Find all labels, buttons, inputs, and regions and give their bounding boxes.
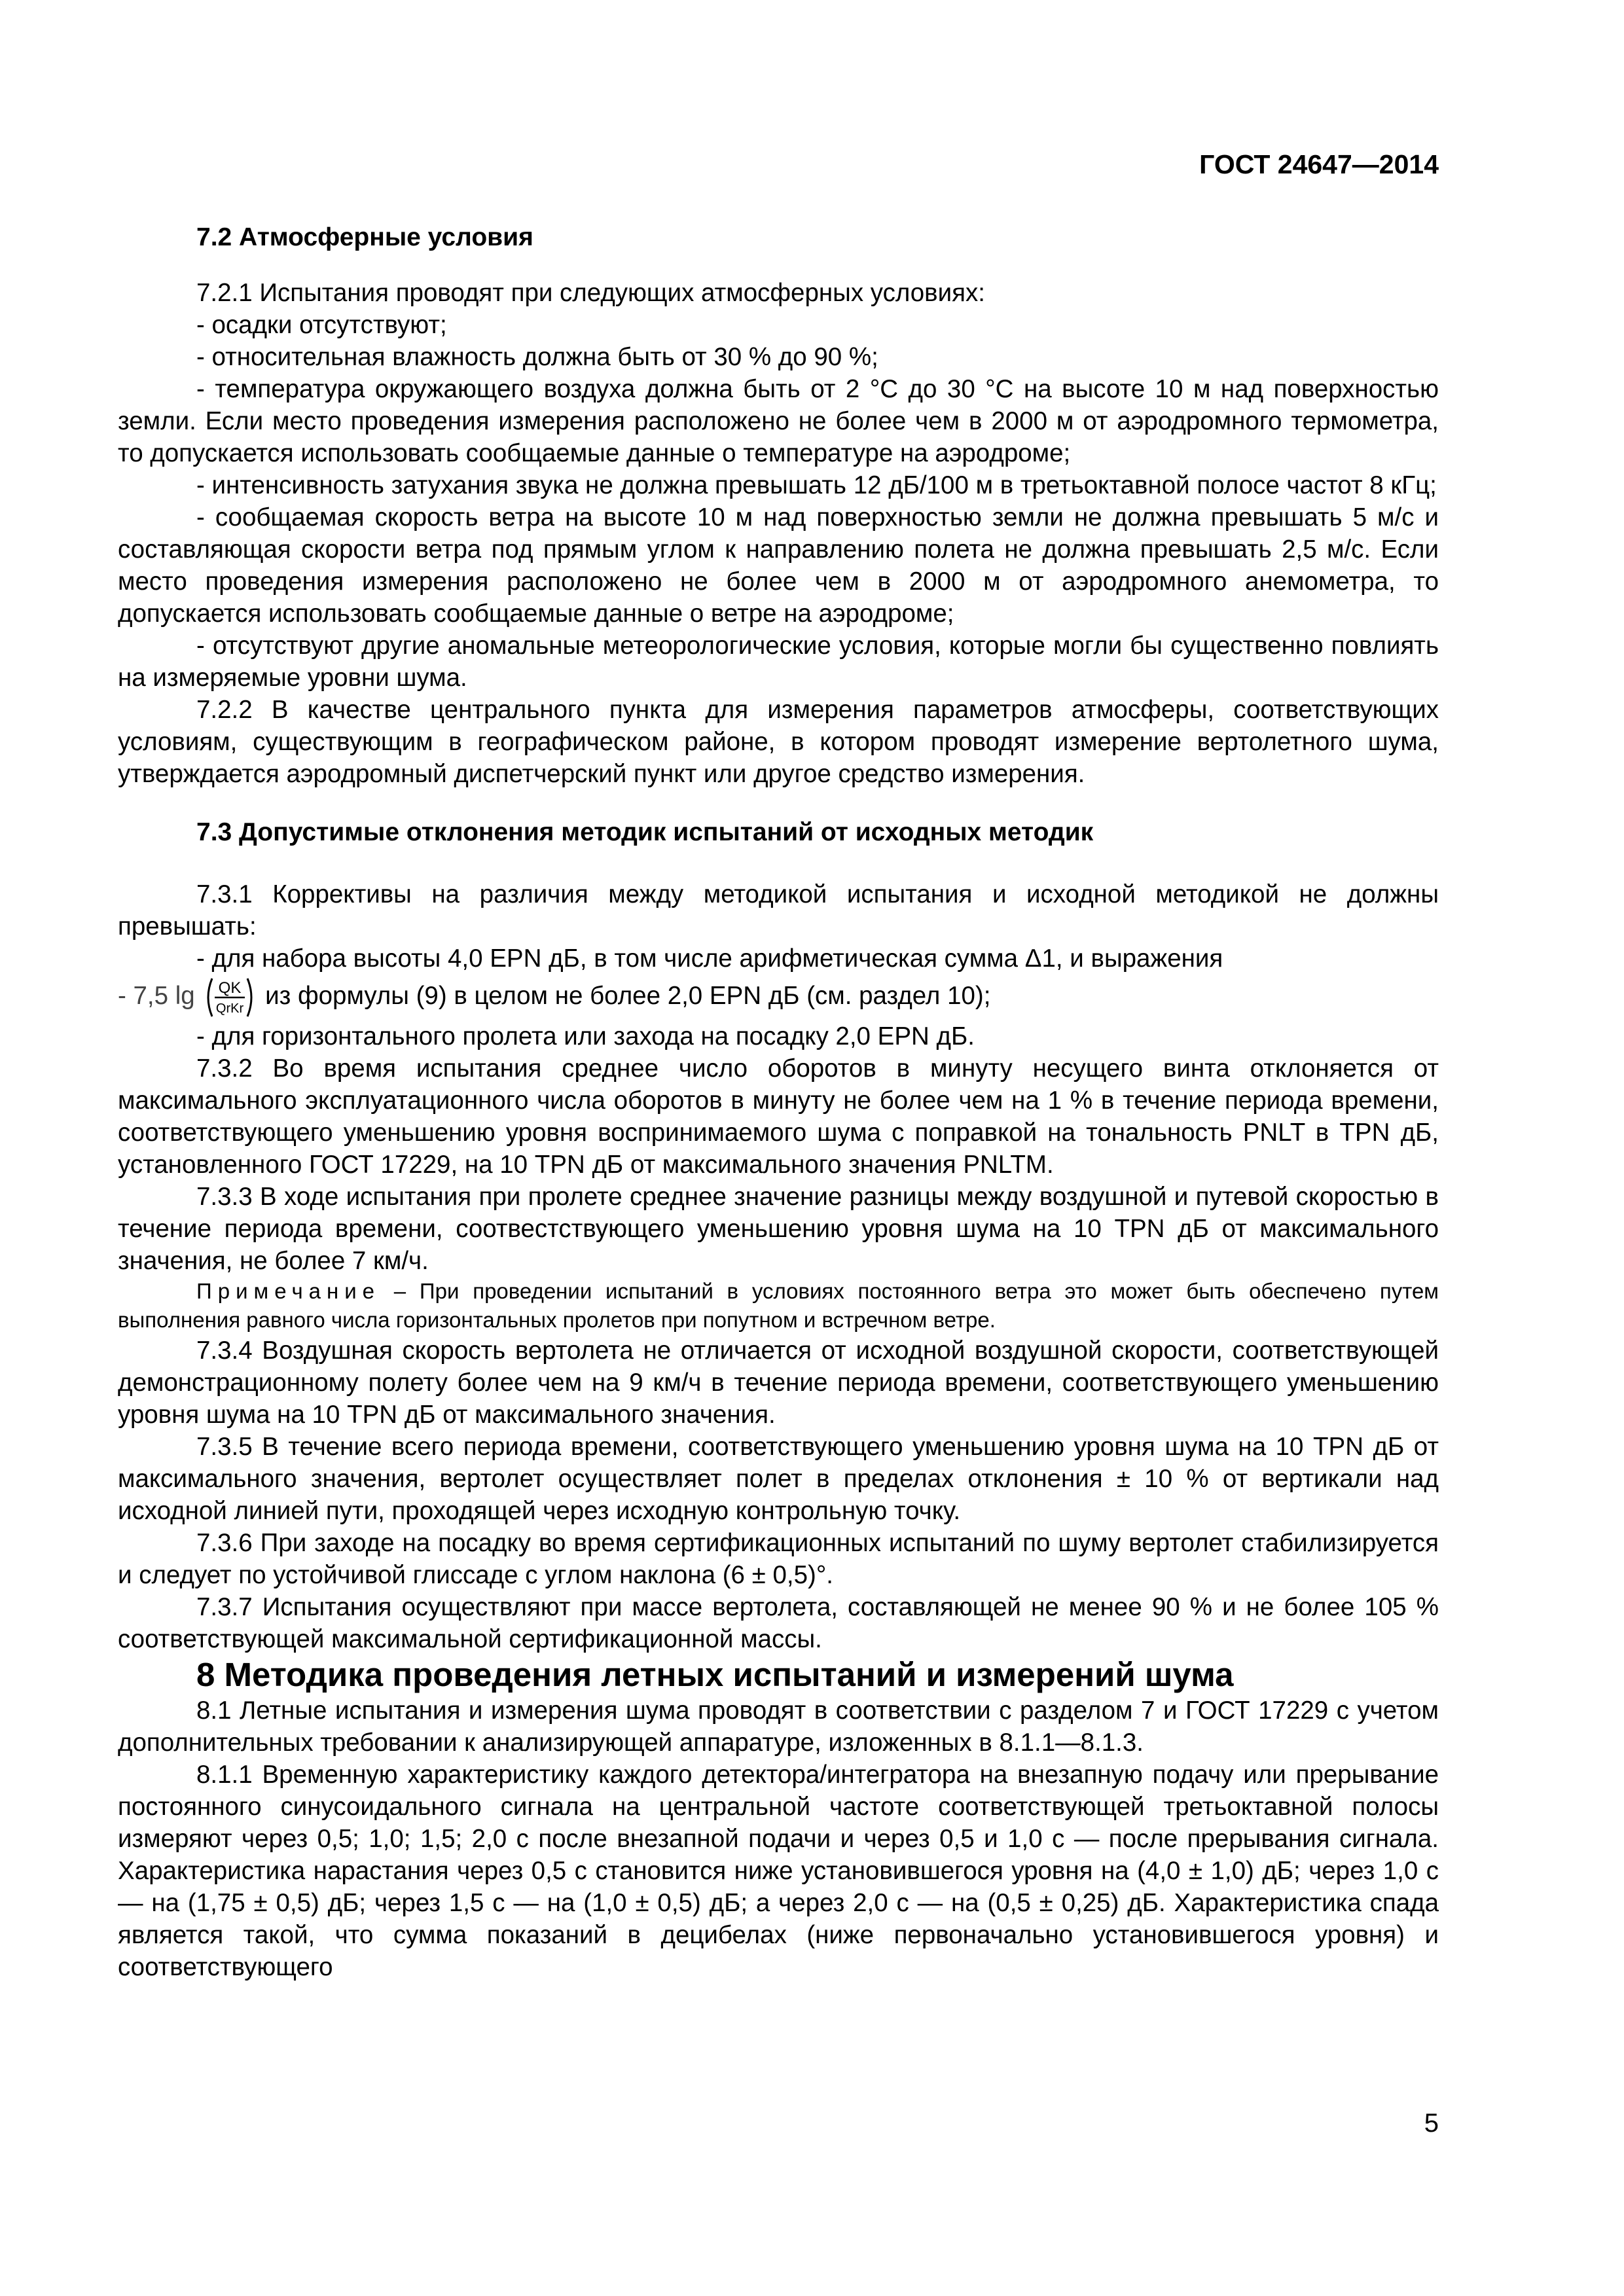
formula-denominator: QrKr (216, 1001, 244, 1016)
formula-numerator: QK (219, 979, 242, 997)
paragraph-7-3-6: 7.3.6 При заходе на посадку во время сертификационных испытаний по шуму вертолет стабилизируется и следует по устойчивой глиссаде с углом наклона (6 ± 0,5)°. (118, 1529, 1439, 1589)
paragraph-7-3-3: 7.3.3 В ходе испытания при пролете среднее значение разницы между воздушной и путевой скоростью в течение периода времени, соотвестствующего уменьшению уровня шума на 10 TPN дБ от максимального значения, не более 7 км/ч. (118, 1183, 1439, 1275)
formula-prefix: - 7,5 lg (118, 982, 195, 1011)
paragraph-7-3-5: 7.3.5 В течение всего периода времени, соответствующего уменьшению уровня шума на 10 TPN дБ от максимального значения, вертолет осуществляет полет в пределах отклонения ± 10 % от вертикали над исходной линией пути, проходящей через исходную контрольную точку. (118, 1433, 1439, 1525)
formula-line (118, 975, 1439, 1020)
list-item: - относительная влажность должна быть от 30 % до 90 %; (196, 343, 878, 371)
list-item: - для набора высоты 4,0 EPN дБ, в том числе арифметическая сумма Δ1, и выражения (196, 944, 1223, 973)
list-item: - осадки отсутствуют; (196, 311, 447, 339)
section-heading-8: 8 Методика проведения летных испытаний и измерений шума (196, 1656, 1234, 1693)
paragraph-7-3-7: 7.3.7 Испытания осуществляют при массе вертолета, составляющей не менее 90 % и не более 105 % соответствующей максимальной сертификационной массы. (118, 1593, 1439, 1653)
page-number: 5 (1424, 2109, 1439, 2138)
paragraph-8-1-1: 8.1.1 Временную характеристику каждого детектора/интегратора на внезапную подачу или прерывание постоянного синусоидального сигнала на центральной частоте соответствующей третьоктавной полосы измеряют через 0,5; 1,0; 1,5; 2,0 с после внезапной подачи и через 0,5 и 1,0 с — после прерывания сигнала. Характеристика нарастания через 0,5 с становится ниже установившегося уровня на (4,0 ± 1,0) дБ; через 1,0 с — на (1,75 ± 0,5) дБ; через 1,5 с — на (1,0 ± 0,5) дБ; а через 2,0 с — на (0,5 ± 0,25) дБ. Характеристика спада является такой, что сумма показаний в децибелах (ниже первоначально установившегося уровня) и соответствующего (118, 1761, 1439, 1981)
paragraph-7-3-4: 7.3.4 Воздушная скорость вертолета не отличается от исходной воздушной скорости, соответствующей демонстрационному полету более чем на 9 км/ч в течение периода времени, соответствующего уменьшению уровня шума на 10 TPN дБ от максимального значения. (118, 1336, 1439, 1429)
paragraph-7-2-1: 7.2.1 Испытания проводят при следующих атмосферных условиях: (196, 279, 985, 307)
list-item: - отсутствуют другие аномальные метеорологические условия, которые могли бы существенно повлиять на измеряемые уровни шума. (118, 632, 1439, 692)
paragraph-7-3-1: 7.3.1 Коррективы на различия между методикой испытания и исходной методикой не должны превышать: (118, 880, 1439, 941)
list-item: - сообщаемая скорость ветра на высоте 10 м над поверхностью земли не должна превышать 5 м/с и составляющая скорости ветра под прямым углом к направлению полета не должна превышать 2,5 м/с. Если место проведения измерения расположено не более чем в 2000 м от аэродромного анемометра, то допускается использовать сообщаемые данные о ветре на аэродроме; (118, 503, 1439, 628)
formula-suffix: из формулы (9) в целом не более 2,0 EPN дБ (см. раздел 10); (258, 982, 991, 1011)
paragraph-8-1: 8.1 Летные испытания и измерения шума проводят в соответствии с разделом 7 и ГОСТ 17229 с учетом дополнительных требовании к анализирующей аппаратуре, изложенных в 8.1.1—8.1.3. (118, 1696, 1439, 1757)
section-heading-7-3: 7.3 Допустимые отклонения методик испытаний от исходных методик (196, 818, 1094, 846)
section-heading-7-2: 7.2 Атмосферные условия (196, 223, 533, 251)
paragraph-7-3-2: 7.3.2 Во время испытания среднее число оборотов в минуту несущего винта отклоняется от максимального эксплуатационного числа оборотов в минуту не более чем на 1 % в течение периода времени, соответствующего уменьшению уровня воспринимаемого шума с поправкой на тональность PNLT в TPN дБ, установленного ГОСТ 17229, на 10 TPN дБ от максимального значения PNLTM. (118, 1054, 1439, 1179)
note (118, 1277, 1439, 1335)
list-item: - для горизонтального пролета или захода на посадку 2,0 EPN дБ. (196, 1022, 975, 1050)
paragraph-7-2-2: 7.2.2 В качестве центрального пункта для измерения параметров атмосферы, соответствующих условиям, существующим в географическом районе, в котором проводят измерение вертолетного шума, утверждается аэродромный диспетчерский пункт или другое средство измерения. (118, 696, 1439, 788)
formula-fraction (202, 975, 258, 1020)
list-item: - температура окружающего воздуха должна быть от 2 °С до 30 °С на высоте 10 м над поверхностью земли. Если место проведения измерения расположено не более чем в 2000 м от аэродромного термометра, то допускается использовать сообщаемые данные о температуре на аэродроме; (118, 375, 1439, 467)
document-id-header: ГОСТ 24647—2014 (1199, 149, 1439, 179)
note-label: Примечание (196, 1279, 381, 1303)
page-content (118, 209, 1439, 1983)
note-text: – При проведении испытаний в условиях постоянного ветра это может быть обеспечено путем выполнения равного числа горизонтальных пролетов при попутном и встречном ветре. (118, 1279, 1439, 1332)
list-item: - интенсивность затухания звука не должна превышать 12 дБ/100 м в третьоктавной полосе частот 8 кГц; (196, 471, 1437, 499)
